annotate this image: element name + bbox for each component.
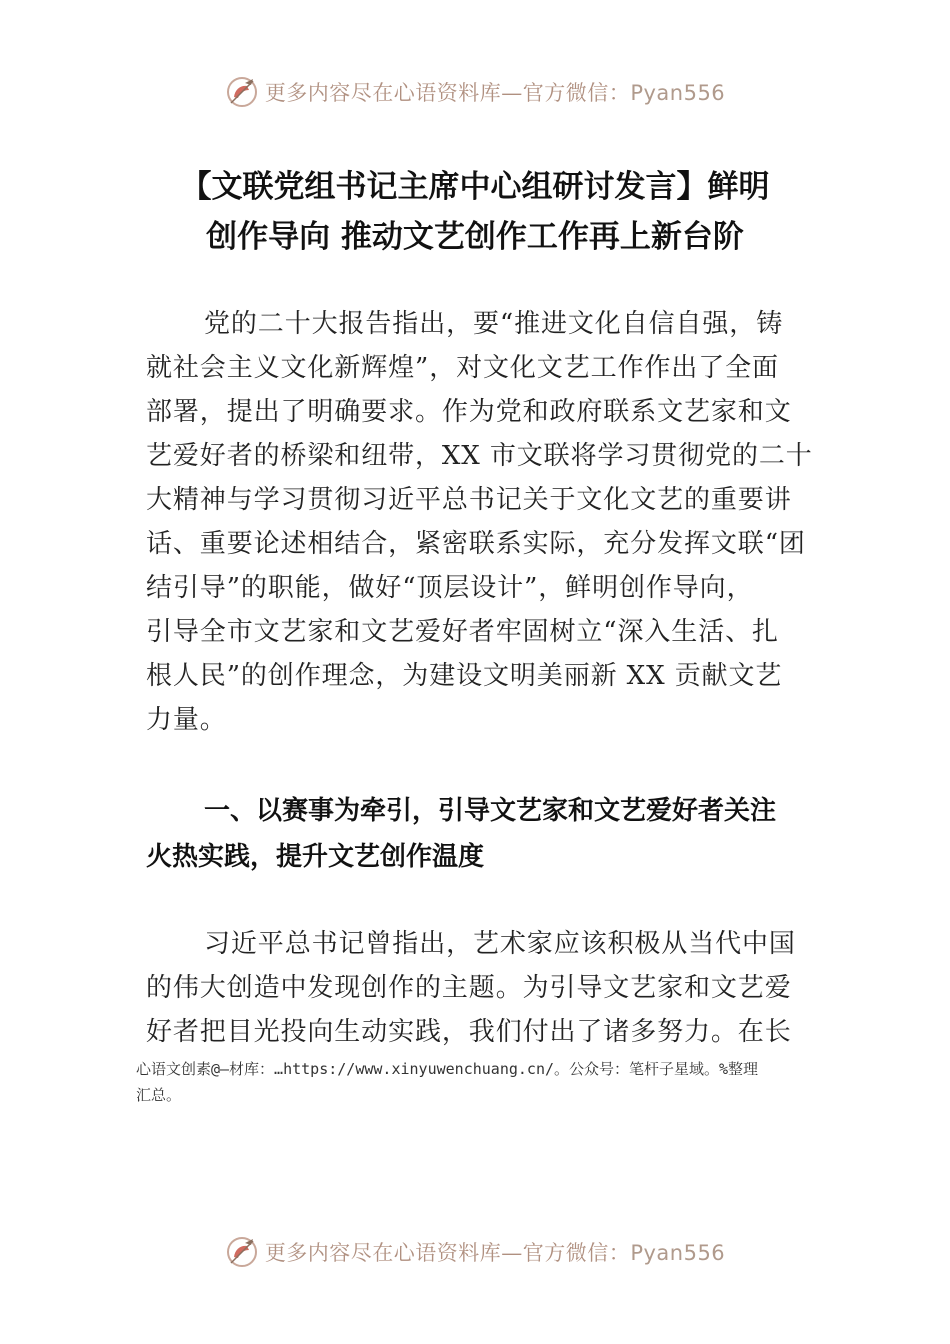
footer-banner [0,1232,950,1272]
document-title [80,162,870,262]
intro-paragraph [146,302,826,742]
text-line: 话、重要论述相结合，紧密联系实际，充分发挥文联“团 [146,529,806,559]
section-paragraph [146,922,826,1054]
banner-label: 更多内容尽在心语资料库—官方微信： [264,1241,631,1265]
text-line: 力量。 [146,705,227,735]
text-line: 大精神与学习贯彻习近平总书记关于文化文艺的重要讲 [146,485,792,515]
text-line: 的伟大创造中发现创作的主题。为引导文艺家和文艺爱 [146,973,792,1003]
text-line: 根人民”的创作理念，为建设文明美丽新 XX 贡献文艺 [146,661,783,691]
wechat-id: Pyan556 [630,81,726,105]
text-line: 艺爱好者的桥梁和纽带，XX 市文联将学习贯彻党的二十 [146,441,813,471]
source-footnote [136,1056,836,1108]
text-line: 就社会主义文化新辉煌”，对文化文艺工作作出了全面 [146,353,779,383]
header-banner [0,72,950,112]
banner-text [265,1237,725,1267]
text-line: 党的二十大报告指出，要“推进文化自信自强，铸 [204,309,784,339]
title-line-2: 创作导向 推动文艺创作工作再上新台阶 [206,219,744,255]
text-line: 好者把目光投向生动实践，我们付出了诸多努力。在长 [146,1017,792,1047]
wechat-id: Pyan556 [630,1241,726,1265]
footnote-line: 汇总。 [136,1086,182,1104]
text-line: 习近平总书记曾指出，艺术家应该积极从当代中国 [204,929,796,959]
heading-line: 火热实践，提升文艺创作温度 [146,842,485,872]
footnote-line: 心语文创素@—材库：…https://www.xinyuwenchuang.cn/。公众号：笔杆子星域。%整理 [136,1060,759,1078]
title-line-1: 【文联党组书记主席中心组研讨发言】鲜明 [180,169,770,205]
banner-label: 更多内容尽在心语资料库—官方微信： [264,81,631,105]
text-line: 部署，提出了明确要求。作为党和政府联系文艺家和文 [146,397,792,427]
heading-line: 一、以赛事为牵引，引导文艺家和文艺爱好者关注 [204,796,777,826]
section-heading-1 [146,788,826,880]
banner-text [265,77,725,107]
text-line: 引导全市文艺家和文艺爱好者牢固树立“深入生活、扎 [146,617,779,647]
text-line: 结引导”的职能，做好“顶层设计”，鲜明创作导向， [146,573,754,603]
fist-pen-logo-icon [225,1235,259,1269]
fist-pen-logo-icon [225,75,259,109]
